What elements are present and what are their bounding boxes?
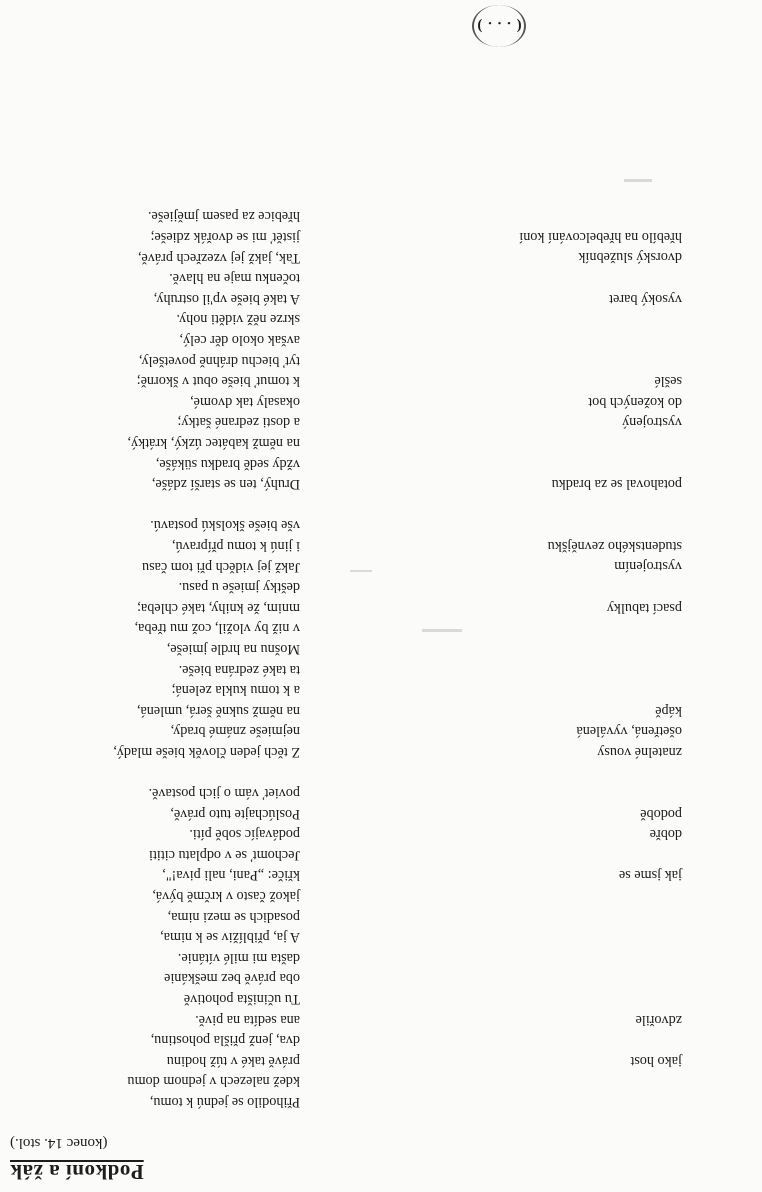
poem-line: vše bieše školskú postavú. <box>150 517 300 534</box>
poem-line: oba právě bez meškánie <box>164 970 300 987</box>
poem-line: Poslúchajte tuto právě, <box>170 805 300 822</box>
poem-line: křiče: „Pani, nali piva!", <box>162 867 300 884</box>
poem-line: jakož často v krčmě bývá, <box>152 888 300 905</box>
margin-gloss: jako host <box>630 1052 682 1069</box>
scan-speck <box>624 179 652 182</box>
stanza <box>10 783 300 1113</box>
poem-line: ana sedíta na pivě. <box>195 1011 300 1028</box>
poem-line: dva, jenž přišla pohostinu, <box>150 1032 300 1049</box>
margin-gloss: jak jsme se <box>618 867 682 884</box>
stanza <box>10 206 300 494</box>
poem-line: dašta mi milé vítánie. <box>177 949 300 966</box>
margin-gloss: dobře <box>649 826 682 843</box>
poem-line: ta také zedrána bieše. <box>178 661 300 678</box>
poem-line: i jinú k tomu přípravú, <box>171 537 300 554</box>
stanza <box>10 515 300 762</box>
margin-gloss: ošetřená, vyválená <box>576 723 682 740</box>
poem-line: právě také v túž hodinu <box>166 1052 300 1069</box>
title-block <box>0 1102 762 1192</box>
poem-line: Druhý, ten se starší zdáše, <box>151 476 300 493</box>
poem-line: A ja, přiblíživ se k nima, <box>160 929 300 946</box>
margin-gloss: vysoký baret <box>609 290 682 307</box>
poem-line: v niž by vložil, což mu třeba, <box>134 620 300 637</box>
margin-gloss: znatelné vousy <box>597 743 682 760</box>
page-title: Podkoní a žák <box>10 1160 144 1184</box>
margin-gloss: kápě <box>655 702 682 719</box>
poem-line: mnim, že knihy, také chleba; <box>137 599 300 616</box>
poem-line: A také bieše vp'il ostruhy, <box>153 290 300 307</box>
poem-line: deštky jmieše u pasu. <box>178 579 300 596</box>
margin-gloss: podobě <box>640 805 682 822</box>
poem-line: Tu učiništa pohotivě <box>183 991 300 1008</box>
poem-line: povieť vám o jich postavě. <box>148 785 300 802</box>
poem-line: posadich se mezi nima, <box>167 908 300 925</box>
margin-gloss: vystrojením <box>614 558 682 575</box>
poem-line: a k tomu kukla zelená; <box>171 682 300 699</box>
margin-gloss: zdvořile <box>635 1011 682 1028</box>
poem-line: kdež nalezech v jednom domu <box>127 1073 300 1090</box>
poem-line: Jechomť se v odplatu cititi <box>148 846 300 863</box>
poem-line: vždy sedě bradku sükáše, <box>155 455 300 472</box>
poem-line: Tak, jakž jej vzezřech právě, <box>137 249 300 266</box>
poem-line: Jakž jej viděch při tom času <box>142 558 300 575</box>
margin-gloss: studentského zevnějšku <box>547 537 682 554</box>
omission-marker: ( . . . ) <box>472 5 526 47</box>
poem-line: Z těch jeden člověk bieše mladý, <box>113 743 300 760</box>
poem-line: tyť biechu dráhně povetšely, <box>138 352 300 369</box>
poem-line: Přihodilo se jednú k tomu, <box>149 1094 300 1110</box>
poem-line: nejmieše známé brady, <box>170 723 300 740</box>
poem-line: avšak okolo děr celý, <box>179 332 300 349</box>
poem-line: na němž sukně šerá, umlená, <box>136 702 300 719</box>
poem-line: okasaly tak dvomé, <box>190 393 300 410</box>
margin-gloss: potahoval se za bradku <box>551 476 682 492</box>
margin-gloss: psací tabulky <box>606 599 682 616</box>
scan-speck <box>350 570 372 572</box>
margin-gloss: hřebílo na hřebelcování koní <box>519 228 682 245</box>
margin-gloss: dvorský služebník <box>578 249 682 266</box>
poem-line: hřebice za pasem jmějieše. <box>147 208 300 225</box>
margin-gloss: sešlé <box>654 373 682 389</box>
margin-gloss: vystrojený <box>622 414 682 431</box>
scan-speck <box>422 629 462 632</box>
page-subtitle: (konec 14. stol.) <box>10 1135 108 1151</box>
poem-line: a dosti zedrané šatky; <box>177 414 300 431</box>
poem-line: na němž kabátec úzký, krátký, <box>127 435 300 451</box>
margin-gloss: do kožených bot <box>588 393 682 410</box>
poem-line: k tomuť bieše obut v škorně; <box>136 373 300 390</box>
poem-line: skrze něž viděti nohy. <box>176 311 300 328</box>
poem-line: podávajíc sobě píti. <box>189 826 300 843</box>
poem-line: Mošnu na hrdle jmieše, <box>166 640 300 657</box>
poem-line: jistěť mi se dvořák zdieše; <box>150 229 300 246</box>
poem-text <box>10 185 300 1112</box>
poem-line: točenku maje na hlavě. <box>169 270 300 287</box>
